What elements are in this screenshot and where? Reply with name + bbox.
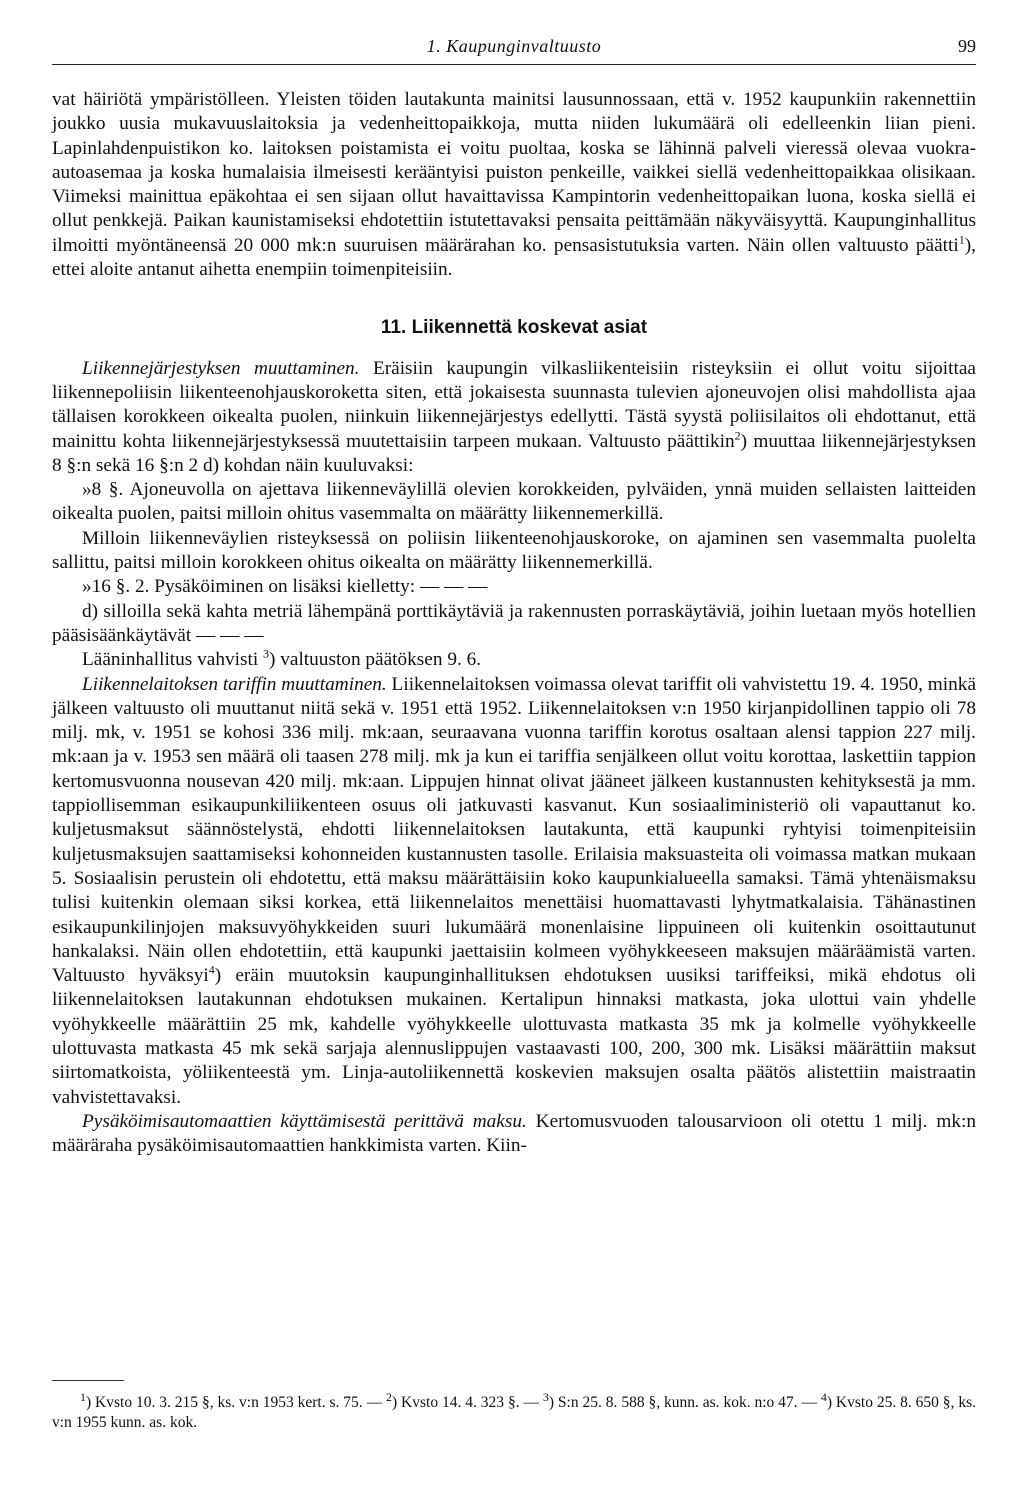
- footnote-4-mark: 4: [820, 1389, 827, 1404]
- footnote-text: [52, 1389, 976, 1433]
- footnotes: [52, 1380, 976, 1433]
- traffic-rules-paragraph: [52, 357, 976, 478]
- quote-paragraph-16d: d) silloilla sekä kahta metriä lähempänä porttikäytäviä ja rakennusten porraskäytäviä, joihin luetaan myös hotellien pääsisäänkäytävät — — —: [52, 600, 976, 646]
- quote-paragraph-16: »16 §. 2. Pysäköiminen on lisäksi kielletty: — — —: [82, 576, 488, 598]
- footnote-3: ) S:n 25. 8. 588 §, kunn. as. kok. n:o 47. —: [548, 1394, 821, 1411]
- footnote-3-mark: 3: [542, 1389, 549, 1404]
- traffic-rules-title: Liikennejärjestyksen muuttaminen.: [82, 357, 360, 379]
- intro-text: vat häiriötä ympäristölleen. Yleisten töiden lautakunta mainitsi lausunnossaan, että v. 1952 kaupunkiin rakennettiin joukko uusia mukavuuslaitoksia ja vedenheittopaikkoja, mutta niiden lukumäärä oli edelleenkin liian pieni. Lapinlahdenpuistikon ko. laitoksen poistamista ei voitu puoltaa, koska se lähinnä palveli vieressä olevaa vuokra-autoasemaa ja koska humalaisia ilmeisesti kerääntyisi puiston penkeille, vaikkei siellä vedenheittopaikkaa olisikaan. Viimeksi mainittua epäkohtaa ei sen sijaan ollut havaittavissa Kampintorin vedenheittopaikan luona, koska siellä ei ollut penkkejä. Paikan kaunistamiseksi ehdotettiin istutettavaksi pensaita peittämään näkyväisyyttä. Kaupunginhallitus ilmoitti myöntäneensä 20 000 mk:n suuruisen määrärahan ko. pensasistutuksia varten. Näin ollen valtuusto päätti: [52, 89, 976, 256]
- tariffs-paragraph: [52, 673, 976, 1110]
- approval-text: Lääninhallitus vahvisti: [82, 649, 259, 671]
- parking-text: Kertomusvuoden talousarvioon oli otettu 1 milj. mk:n määräraha pysäköimisautomaattien hankkimista varten. Kiin-: [52, 1110, 976, 1157]
- footnote-2: ) Kvsto 14. 4. 323 §. —: [392, 1394, 543, 1411]
- tariffs-text-2: ) eräin muutoksin kaupunginhallituksen ehdotuksen uusiksi tariffeiksi, mikä ehdotus oli liikennelaitoksen lautakunnan ehdotuksen mukainen. Kertalipun hinnaksi matkasta, joka ulottui vain yhdelle vyöhykkeelle määrättiin 25 mk, kahdelle vyöhykkeelle ulottuvasta matkasta 35 mk ja kolmelle vyöhykkeelle ulottuvasta matkasta 45 mk sekä sarjaja alennuslippujen vastaavasti 100, 200, 300 mk. Lisäksi määrättiin maksut siirtomatkoista, yöliikenteestä ym. Linja-autoliikennettä koskevien maksujen osalta päätös alistettiin maistraatin vahvistettavaksi.: [52, 965, 976, 1108]
- footnote-ref-3: 3: [263, 646, 270, 661]
- approval-paragraph: [52, 648, 976, 672]
- footnote-1-mark: 1: [80, 1389, 86, 1404]
- intro-paragraph: [52, 88, 976, 282]
- traffic-rules-text-1: Eräisiin kaupungin vilkasliikenteisiin risteyksiin ei ollut voitu sijoittaa liikennepoliisin liikenteenohjauskoroketta siten, että jokaisesta suunnasta tulevien ajoneuvojen olisi mahdollista ajaa tällaisen korokkeen oikealta puolen, niinkuin liikennejärjestys edellytti. Tästä syystä poliisilaitos oli ehdottanut, että mainittu kohta liikennejärjestyksessä muutettaisiin tarpeen mukaan. Valtuusto päättikin: [52, 357, 976, 452]
- footnote-ref-4: 4: [208, 962, 215, 977]
- intro-text-end: ), ettei aloite antanut aihetta enempiin toimenpiteisiin.: [52, 234, 976, 281]
- running-header-title: 1. Kaupunginvaltuusto: [426, 36, 602, 56]
- section-heading: 11. Liikennettä koskevat asiat: [380, 317, 648, 339]
- footnote-4: ) Kvsto 25. 8. 650 §, ks. v:n 1955 kunn. as. kok.: [52, 1394, 976, 1431]
- page-body: [52, 88, 976, 1158]
- traffic-rules-text-2: ) muuttaa liikennejärjestyksen 8 §:n sekä 16 §:n 2 d) kohdan näin kuuluvaksi:: [52, 430, 976, 476]
- quote-paragraph-8: »8 §. Ajoneuvolla on ajettava liikenneväylillä olevien korokkeiden, pylväiden, ynnä muiden sellaisten laitteiden oikealta puolen, paitsi milloin ohitus vasemmalta on määrätty liikennemerkillä.: [52, 479, 976, 525]
- footnote-ref-1: 1: [958, 232, 965, 247]
- footnote-2-mark: 2: [386, 1389, 392, 1404]
- parking-paragraph: [52, 1110, 976, 1159]
- footnote-rule: [52, 1380, 124, 1381]
- tariffs-text-1: Liikennelaitoksen voimassa olevat tariffit oli vahvistettu 19. 4. 1950, minkä jälkeen valtuusto oli muuttanut niitä sekä v. 1951 että 1952. Liikennelaitoksen v:n 1950 kirjanpidollinen tappio oli 78 milj. mk, v. 1951 se kohosi 336 milj. mk:aan, seuraavana vuonna tariffin korotus osaltaan alensi tappion 227 milj. mk:aan ja v. 1953 sen määrä oli taasen 278 milj. mk ja kun ei tariffia senjälkeen ollut voitu korottaa, laskettiin tappion kertomusvuonna nousevan 420 milj. mk:aan. Lippujen hinnat olivat jääneet jälkeen kustannusten kehityksestä ja mm. tappiollisemman esikaupunkiliikenteen osuus oli jatkuvasti kasvanut. Kun sosiaaliministeriö oli vapauttanut ko. kuljetusmaksut säännöstelystä, ehdotti liikennelaitoksen lautakunta, että kaupunki ryhtyisi toimenpiteisiin kuljetusmaksujen saattamiseksi kohonneiden kustannusten tasolle. Erilaisia maksuasteita oli voimassa matkan mukaan 5. Sosiaalisin perustein oli ehdotettu, että maksu määrättäisiin koko kaupunkialueella samaksi. Tämä yhtenäismaksu tulisi kuitenkin olemaan siksi korkea, että liikennelaitos menettäisi huomattavasti lyhytmatkalaisia. Tähänastinen esikaupunkilinjojen maksuvyöhykkeiden suuri lukumäärä monenlaisine lippuineen oli kuitenkin osoittautunut hankalaksi. Näin ollen ehdotettiin, että kaupunki jaettaisiin kolmeen vyöhykkeeseen maksujen määräämistä varten. Valtuusto hyväksyi: [52, 673, 977, 987]
- tariffs-title: Liikennelaitoksen tariffin muuttaminen.: [82, 673, 387, 695]
- quote-paragraph-8-cont: Milloin liikenneväylien risteyksessä on poliisin liikenteenohjauskoroke, on ajaminen sen vasemmalta puolelta sallittu, paitsi milloin korokkeen ohitus oikealta on määrätty liikennemerkillä.: [52, 527, 976, 574]
- page-number: 99: [958, 36, 976, 56]
- parking-title: Pysäköimisautomaattien käyttämisestä perittävä maksu.: [82, 1110, 527, 1132]
- footnote-1: ) Kvsto 10. 3. 215 §, ks. v:n 1953 kert. s. 75. —: [86, 1394, 386, 1411]
- running-header: [52, 36, 976, 65]
- approval-text-end: ) valtuuston päätöksen 9. 6.: [269, 649, 482, 671]
- footnote-ref-2: 2: [734, 428, 741, 443]
